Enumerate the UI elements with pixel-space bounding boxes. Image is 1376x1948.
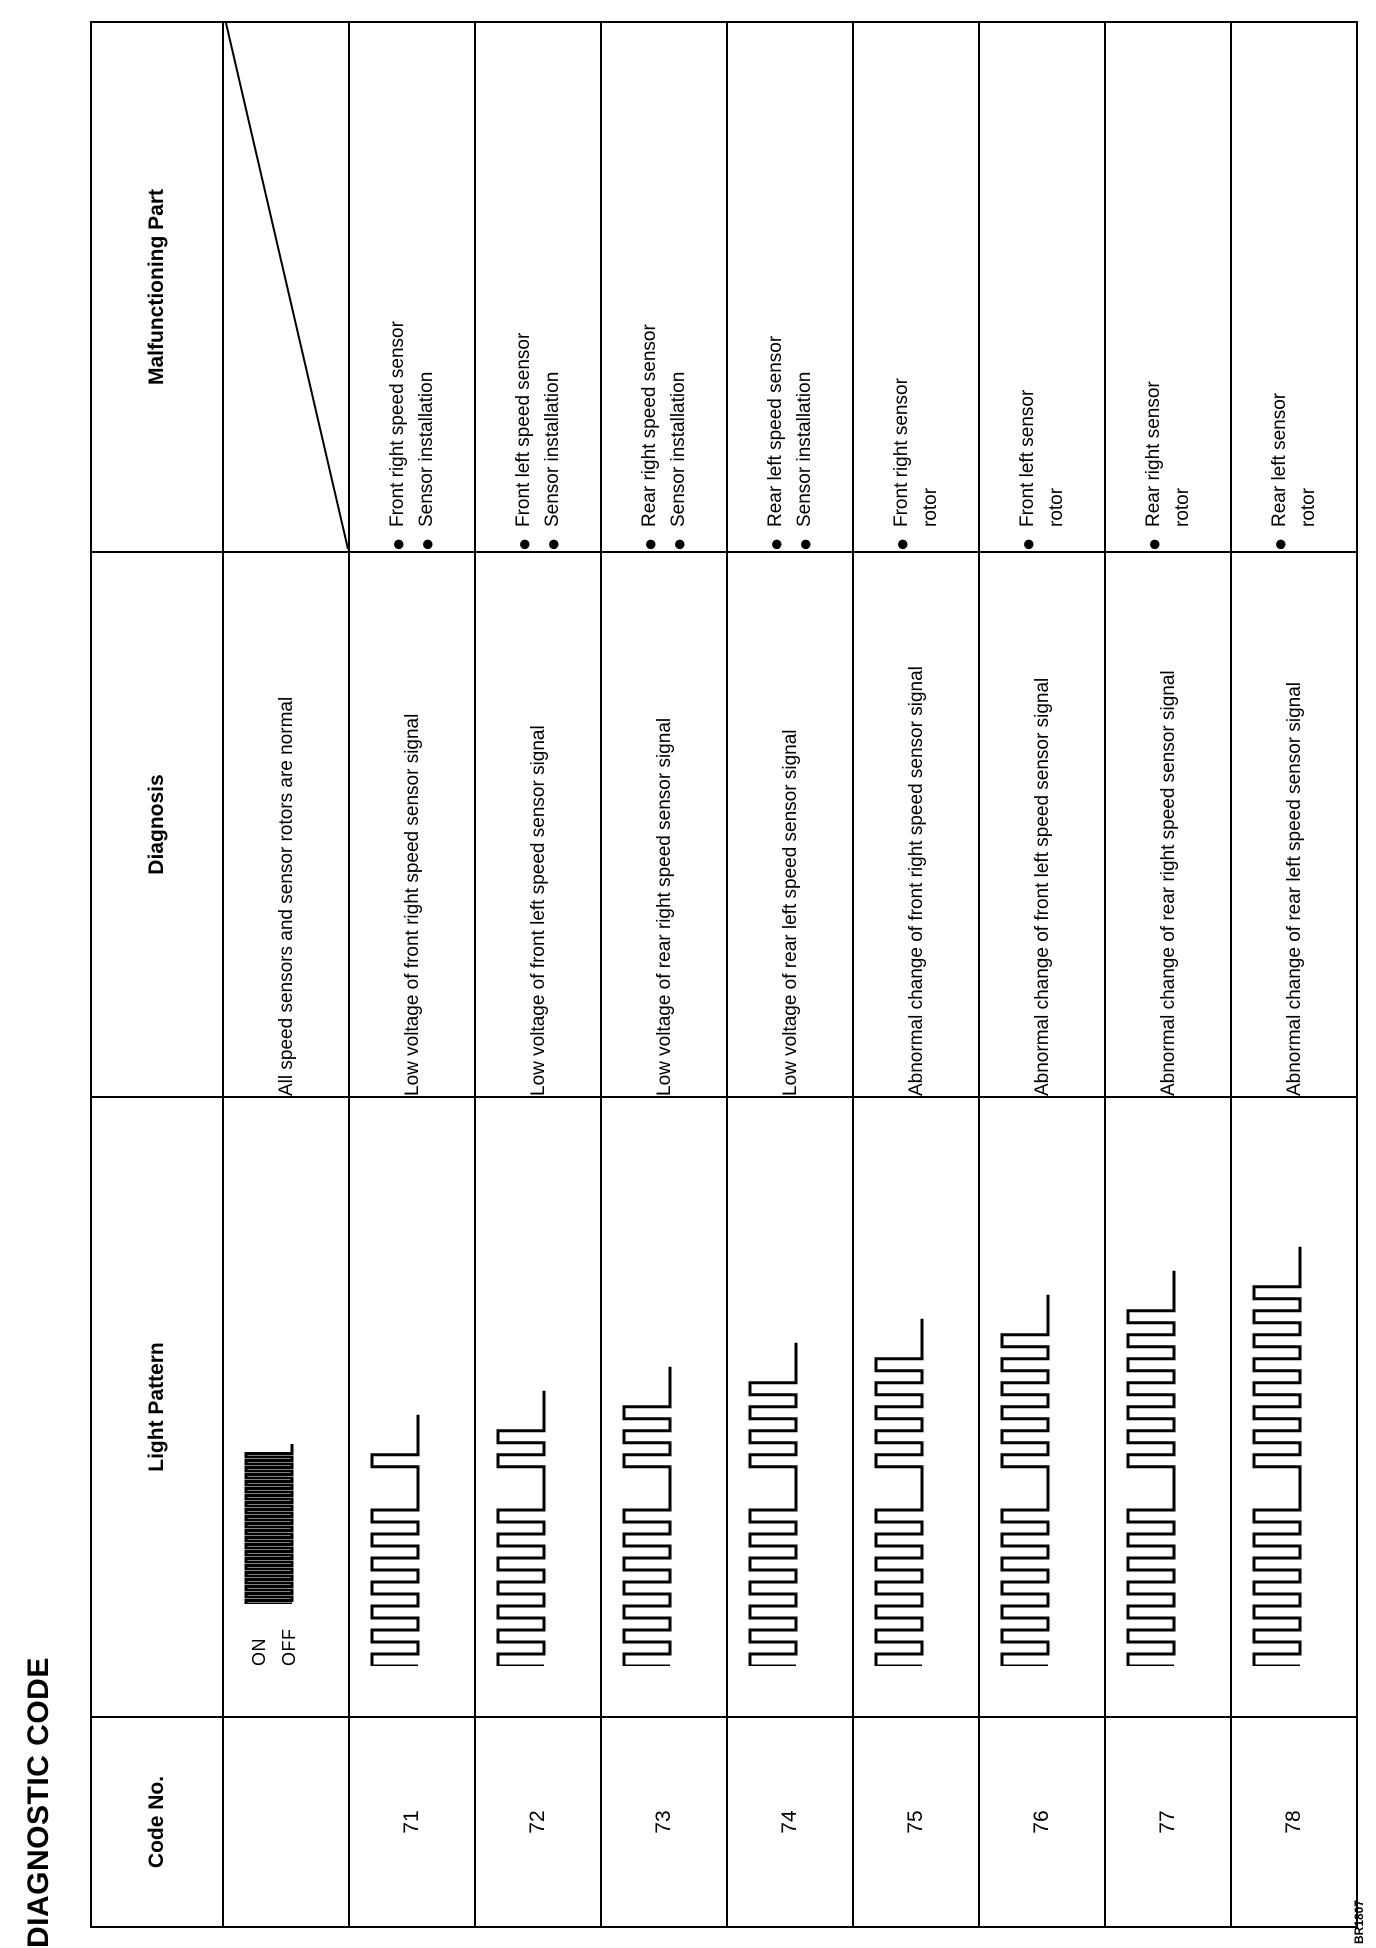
diagnosis-cell: Abnormal change of front right speed sensor signal: [853, 552, 979, 1097]
part-item: ● Sensor installation: [792, 371, 817, 551]
code-cell: 76: [979, 1717, 1105, 1927]
pattern-78-waveform: [1248, 1146, 1308, 1666]
pattern-cell: [475, 1097, 601, 1717]
part-item: ● Sensor installation: [540, 371, 565, 551]
table-row: [601, 22, 727, 1927]
figure-reference: BR1807: [1352, 1899, 1366, 1944]
normal-part-cell: [223, 22, 349, 552]
part-item: ● Rear right sensor rotor: [1141, 381, 1193, 551]
code-cell: 71: [349, 1717, 475, 1927]
part-item: ● Sensor installation: [666, 371, 691, 551]
diagnosis-cell: Abnormal change of rear left speed sensor signal: [1231, 552, 1357, 1097]
table-row: [1105, 22, 1231, 1927]
pattern-72-waveform: [492, 1146, 552, 1666]
waveform-path: [1128, 1271, 1174, 1666]
part-item: ● Rear left speed sensor: [763, 335, 788, 551]
diagnosis-cell: Low voltage of rear right speed sensor signal: [601, 552, 727, 1097]
page-title: DIAGNOSTIC CODE: [22, 1657, 55, 1948]
waveform-path: [246, 1444, 292, 1604]
pattern-73-waveform: [618, 1146, 678, 1666]
bullet-icon: ●: [792, 537, 817, 551]
part-cell: [727, 22, 853, 552]
pattern-cell: [349, 1097, 475, 1717]
header-code: Code No.: [91, 1717, 223, 1927]
bullet-icon: ●: [511, 537, 536, 551]
pattern-cell: [853, 1097, 979, 1717]
diagonal-line: [224, 21, 350, 551]
waveform-path: [1254, 1247, 1300, 1666]
bullet-icon: ●: [637, 537, 662, 551]
part-cell: [979, 22, 1105, 552]
pattern-cell: [1105, 1097, 1231, 1717]
pattern-cell: [1231, 1097, 1357, 1717]
bullet-icon: ●: [1015, 537, 1040, 551]
part-item: ● Front right sensor rotor: [889, 378, 941, 551]
diagnosis-cell: Abnormal change of rear right speed sensor signal: [1105, 552, 1231, 1097]
bullet-icon: ●: [763, 537, 788, 551]
header-malfunctioning-part: Malfunctioning Part: [91, 22, 223, 552]
pattern-76-waveform: [996, 1146, 1056, 1666]
off-label: OFF: [279, 1628, 299, 1666]
pattern-71-waveform: [366, 1146, 426, 1666]
part-item: ● Rear left sensor rotor: [1267, 392, 1319, 551]
bullet-icon: ●: [540, 537, 565, 551]
part-cell: [601, 22, 727, 552]
waveform-path: [624, 1367, 670, 1666]
pattern-74-waveform: [744, 1146, 804, 1666]
waveform-path: [876, 1319, 922, 1666]
code-cell: 75: [853, 1717, 979, 1927]
diagnosis-cell: Low voltage of rear left speed sensor signal: [727, 552, 853, 1097]
header-row: [91, 22, 223, 1927]
on-off-labels: [244, 1629, 304, 1667]
part-item: ● Front left sensor rotor: [1015, 389, 1067, 551]
code-cell: 73: [601, 1717, 727, 1927]
part-cell: [853, 22, 979, 552]
part-cell: [475, 22, 601, 552]
diagnostic-code-table: [90, 21, 1358, 1928]
pattern-75-waveform: [870, 1146, 930, 1666]
normal-code-cell: [223, 1717, 349, 1927]
bullet-icon: ●: [1267, 537, 1292, 551]
diagnosis-cell: Abnormal change of front left speed sensor signal: [979, 552, 1105, 1097]
part-item: ● Sensor installation: [414, 371, 439, 551]
part-item: ● Front left speed sensor: [511, 332, 536, 551]
pattern-normal-waveform: [240, 1444, 300, 1604]
bullet-icon: ●: [666, 537, 691, 551]
diagnosis-cell: Low voltage of front right speed sensor signal: [349, 552, 475, 1097]
code-cell: 78: [1231, 1717, 1357, 1927]
pattern-cell: [727, 1097, 853, 1717]
code-cell: 77: [1105, 1717, 1231, 1927]
waveform-path: [498, 1391, 544, 1666]
code-cell: 72: [475, 1717, 601, 1927]
pattern-77-waveform: [1122, 1146, 1182, 1666]
bullet-icon: ●: [889, 537, 914, 551]
table-row: [727, 22, 853, 1927]
on-label: ON: [249, 1638, 269, 1666]
table-row: [979, 22, 1105, 1927]
part-item: ● Rear right speed sensor: [637, 324, 662, 551]
part-cell: [349, 22, 475, 552]
waveform-path: [750, 1343, 796, 1666]
bullet-icon: ●: [385, 537, 410, 551]
part-item: ● Front right speed sensor: [385, 321, 410, 551]
normal-diagnosis: All speed sensors and sensor rotors are normal: [223, 552, 349, 1097]
normal-pattern-cell: [223, 1097, 349, 1717]
diagnosis-cell: Low voltage of front left speed sensor signal: [475, 552, 601, 1097]
normal-row: [223, 22, 349, 1927]
part-cell: [1231, 22, 1357, 552]
waveform-path: [372, 1415, 418, 1666]
waveform-path: [1002, 1295, 1048, 1666]
bullet-icon: ●: [414, 537, 439, 551]
header-light-pattern: Light Pattern: [91, 1097, 223, 1717]
pattern-cell: [979, 1097, 1105, 1717]
code-cell: 74: [727, 1717, 853, 1927]
bullet-icon: ●: [1141, 537, 1166, 551]
part-cell: [1105, 22, 1231, 552]
pattern-cell: [601, 1097, 727, 1717]
table-row: [853, 22, 979, 1927]
table-row: [1231, 22, 1357, 1927]
table-row: [475, 22, 601, 1927]
table-row: [349, 22, 475, 1927]
header-diagnosis: Diagnosis: [91, 552, 223, 1097]
